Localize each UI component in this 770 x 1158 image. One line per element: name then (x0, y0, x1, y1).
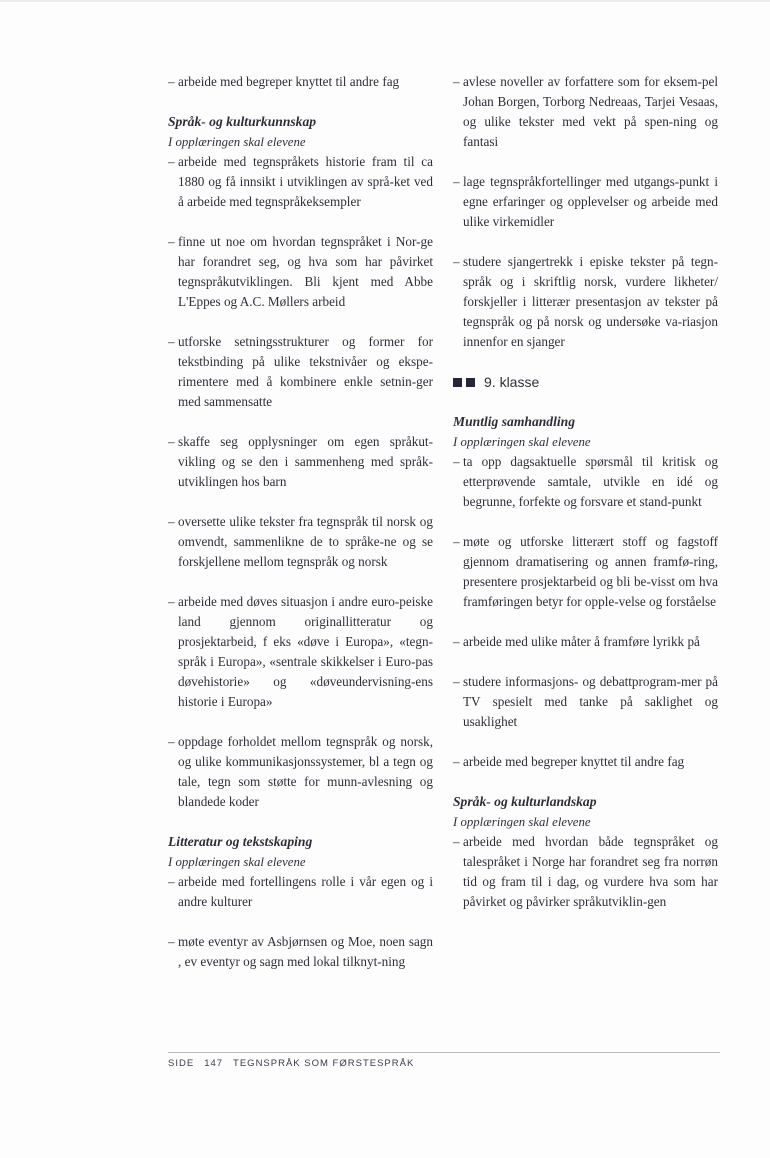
section-heading: Språk- og kulturlandskap (453, 794, 597, 809)
list-item: – oversette ulike tekster fra tegnspråk til norsk og omvendt, sammenlikne de to språke-ne og se forskjellene mellom tegnspråk og norsk (168, 512, 433, 572)
section-heading: Litteratur og tekstskaping (168, 834, 313, 849)
page-edge (0, 0, 770, 2)
page-footer (168, 1052, 720, 1069)
list-item: – arbeide med fortellingens rolle i vår egen og i andre kulturer (168, 872, 433, 912)
list-item-text: lage tegnspråkfortellinger med utgangs-punkt i egne erfaringer og opplevelser og arbeide med ulike virkemidler (463, 174, 718, 229)
list-item-text: oversette ulike tekster fra tegnspråk til norsk og omvendt, sammenlikne de to språke-ne og se forskjellene mellom tegnspråk og norsk (178, 514, 433, 569)
section-intro: I opplæringen skal elevene (453, 815, 591, 829)
list-item-text: avlese noveller av forfattere som for eksem-pel Johan Borgen, Torborg Nedreaas, Tarjei Vesaas, og ulike tekster med vekt på spen-ning og fantasi (463, 74, 718, 149)
list-item-text: arbeide med tegnspråkets historie fram til ca 1880 og få innsikt i utviklingen av språ-ket ved å arbeide med tegnspråkeksempler (178, 154, 433, 209)
list-item: – arbeide med tegnspråkets historie fram til ca 1880 og få innsikt i utviklingen av språ-ket ved å arbeide med tegnspråkeksempler (168, 152, 433, 212)
left-column (168, 72, 433, 992)
list-item: – studere informasjons- og debattprogram-mer på TV spesielt med tanke på saklighet og usaklighet (453, 672, 718, 732)
right-column (453, 72, 718, 932)
list-item-text: skaffe seg opplysninger om egen språkut-vikling og se den i sammenheng med språk-utviklingen hos barn (178, 434, 433, 489)
section-intro: I opplæringen skal elevene (168, 855, 306, 869)
list-item-text: arbeide med døves situasjon i andre euro-peiske land gjennom originallitteratur og prosjektarbeid, f eks «døve i Europa», «tegn-språk i Europa», «sentrale skikkelser i Euro-pas døvehistorie» og «døveundervisning-ens historie i Europa» (178, 594, 433, 709)
list-item-text: ta opp dagsaktuelle spørsmål til kritisk og etterprøvende samtale, utvikle en idé og begrunne, forfekte og forsvare et stand-punkt (463, 454, 718, 509)
list-item: – arbeide med hvordan både tegnspråket og talespråket i Norge har forandret seg fra norrøn tid og fram til i dag, og vurdere hva som har påvirket og påvirker språkutviklin-gen (453, 832, 718, 912)
list-item: – utforske setningsstrukturer og former for tekstbinding på ulike tekstnivåer og ekspe-rimentere med å kombinere enkle setnin-ger med sammensatte (168, 332, 433, 412)
list-item: – ta opp dagsaktuelle spørsmål til kritisk og etterprøvende samtale, utvikle en idé og begrunne, forfekte og forsvare et stand-punkt (453, 452, 718, 512)
list-item-text: utforske setningsstrukturer og former for tekstbinding på ulike tekstnivåer og ekspe-rimentere med å kombinere enkle setnin-ger med sammensatte (178, 334, 433, 409)
list-item-text: møte eventyr av Asbjørnsen og Moe, noen sagn , ev eventyr og sagn med lokal tilknyt-ning (178, 934, 433, 969)
section-heading: Muntlig samhandling (453, 414, 576, 429)
list-item-text: oppdage forholdet mellom tegnspråk og norsk, og ulike kommunikasjonssystemer, bl a tegn og tale, tegn som støtte for munn-avlesning og blandede koder (178, 734, 433, 809)
list-item: – studere sjangertrekk i episke tekster på tegn-språk og i skriftlig norsk, vurdere likheter/ forskjeller i litterær presentasjon av tekster på tegnspråk og på norsk og undersøke va-riasjon innenfor en sjanger (453, 252, 718, 352)
grade-heading (453, 372, 718, 392)
list-item: – møte og utforske litterært stoff og fagstoff gjennom dramatisering og annen framfø-ring, presentere prosjektarbeid og bli be-visst om hva framføringen betyr for opple-velse og forståelse (453, 532, 718, 612)
grade-label: 9. klasse (484, 374, 540, 390)
list-item: – arbeide med begreper knyttet til andre fag (453, 752, 718, 772)
list-item-text: møte og utforske litterært stoff og fagstoff gjennom dramatisering og annen framfø-ring, presentere prosjektarbeid og bli be-visst om hva framføringen betyr for opple-velse og forståelse (463, 534, 718, 609)
list-item-text: arbeide med begreper knyttet til andre fag (178, 74, 400, 89)
page-number: 147 (204, 1058, 224, 1069)
running-title: TEGNSPRÅK SOM FØRSTESPRÅK (233, 1058, 415, 1069)
list-item: – arbeide med begreper knyttet til andre fag (168, 72, 433, 92)
section-litteratur-og-tekstskaping (168, 832, 433, 972)
section-heading: Språk- og kulturkunnskap (168, 114, 317, 129)
footer-side-label: SIDE (168, 1058, 195, 1069)
section-intro: I opplæringen skal elevene (453, 435, 591, 449)
list-item-text: arbeide med hvordan både tegnspråket og talespråket i Norge har forandret seg fra norrøn tid og fram til i dag, og vurdere hva som har påvirket og påvirker språkutviklin-gen (463, 834, 718, 909)
section-intro: I opplæringen skal elevene (168, 135, 306, 149)
list-item-text: finne ut noe om hvordan tegnspråket i Nor-ge har forandret seg, og hva som har påvirket tegnspråkutviklingen. Bli kjent med Abbe L'Eppes og A.C. Møllers arbeid (178, 234, 433, 309)
list-item-text: studere sjangertrekk i episke tekster på tegn-språk og i skriftlig norsk, vurdere likheter/ forskjeller i litterær presentasjon av tekster på tegnspråk og på norsk og undersøke va-riasjon innenfor en sjanger (463, 254, 718, 349)
section-sprak-og-kulturlandskap (453, 792, 718, 912)
list-item: – oppdage forholdet mellom tegnspråk og norsk, og ulike kommunikasjonssystemer, bl a tegn og tale, tegn som støtte for munn-avlesning og blandede koder (168, 732, 433, 812)
list-item: – arbeide med døves situasjon i andre euro-peiske land gjennom originallitteratur og prosjektarbeid, f eks «døve i Europa», «tegn-språk i Europa», «sentrale skikkelser i Euro-pas døvehistorie» og «døveundervisning-ens historie i Europa» (168, 592, 433, 712)
list-item: – arbeide med ulike måter å framføre lyrikk på (453, 632, 718, 652)
list-item: – avlese noveller av forfattere som for eksem-pel Johan Borgen, Torborg Nedreaas, Tarjei Vesaas, og ulike tekster med vekt på spen-ning og fantasi (453, 72, 718, 152)
section-muntlig-samhandling (453, 412, 718, 772)
list-item-text: arbeide med fortellingens rolle i vår egen og i andre kulturer (178, 874, 433, 909)
list-item: – lage tegnspråkfortellinger med utgangs-punkt i egne erfaringer og opplevelser og arbeide med ulike virkemidler (453, 172, 718, 232)
section-sprak-og-kulturkunnskap (168, 112, 433, 812)
list-item-text: arbeide med ulike måter å framføre lyrikk på (463, 634, 700, 649)
square-bullet-icon (453, 378, 462, 387)
list-item: – møte eventyr av Asbjørnsen og Moe, noen sagn , ev eventyr og sagn med lokal tilknyt-ning (168, 932, 433, 972)
list-item: – skaffe seg opplysninger om egen språkut-vikling og se den i sammenheng med språk-utviklingen hos barn (168, 432, 433, 492)
square-bullet-icon (466, 378, 475, 387)
list-item: – finne ut noe om hvordan tegnspråket i Nor-ge har forandret seg, og hva som har påvirket tegnspråkutviklingen. Bli kjent med Abbe L'Eppes og A.C. Møllers arbeid (168, 232, 433, 312)
list-item-text: studere informasjons- og debattprogram-mer på TV spesielt med tanke på saklighet og usaklighet (463, 674, 718, 729)
list-item-text: arbeide med begreper knyttet til andre fag (463, 754, 685, 769)
